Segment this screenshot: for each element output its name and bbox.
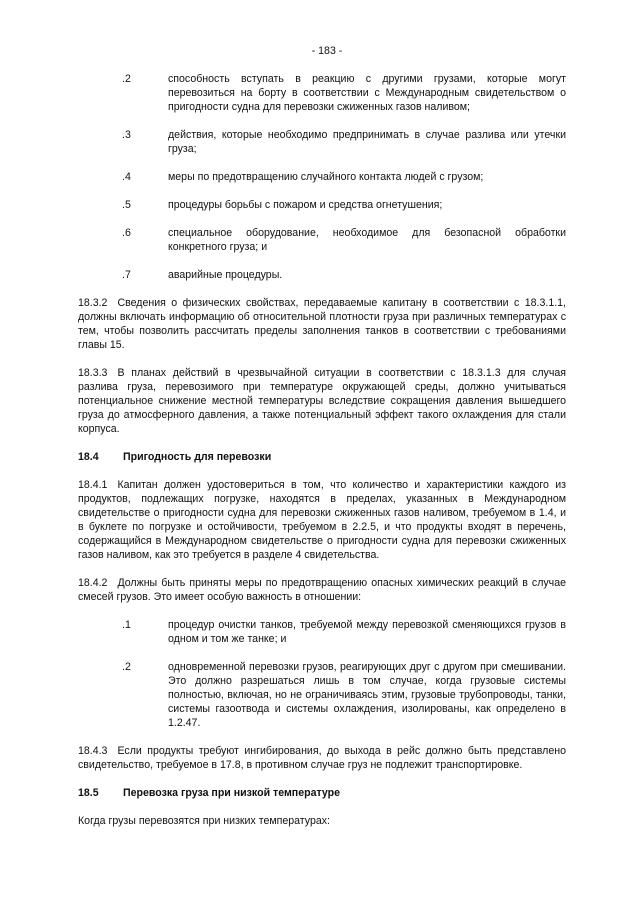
paragraph-18-3-2 [78,296,566,352]
list-item [78,660,566,730]
item-number: .6 [122,227,131,239]
list-item [78,72,566,114]
paragraph-text: В планах действий в чрезвычайной ситуации в соответствии с 18.3.1.3 для случая разлива груза, перевозимого при температуре окружающей среды, должно учитываться потенциальное снижение местной температуры вследствие сокращения давления вышедшего груза до атмосферного давления, а также потенциальный эффект такого охлаждения для стали корпуса. [78,367,566,435]
paragraph-number: 18.3.3 [78,367,108,379]
paragraph-18-4-2 [78,576,566,604]
paragraph-18-4-1 [78,478,566,562]
item-number: .2 [122,73,131,85]
paragraph-text: Капитан должен удостовериться в том, что количество и характеристики каждого из продуктов, подлежащих погрузке, находятся в пределах, указанных в Международном свидетельстве о пригодности судна для перевозки сжиженных газов наливом, требуемом в 1.4, и в буклете по погрузке и остойчивости, требуемом в 2.2.5, и что продукты входят в перечень, содержащийся в Международном свидетельстве о пригодности судна для перевозки сжиженных газов наливом, как это требуется в разделе 4 свидетельства. [78,479,566,561]
paragraph-18-4-3 [78,744,566,772]
section-heading-18-4 [78,450,566,464]
paragraph-number: 18.4.2 [78,577,108,589]
item-text: процедур очистки танков, требуемой между перевозкой сменяющихся грузов в одном и том же танке; и [168,619,566,645]
item-text: одновременной перевозки грузов, реагирующих друг с другом при смешивании. Это должно разрешаться лишь в том случае, когда грузовые системы полностью, включая, но не ограничиваясь этим, грузовые трубопроводы, танки, системы газоотвода и системы охлаждения, изолированы, как определено в 1.2.47. [168,661,566,729]
item-text: способность вступать в реакцию с другими грузами, которые могут перевозиться на борту в соответствии с Международным свидетельством о пригодности судна для перевозки сжиженных газов наливом; [168,73,566,113]
item-number: .5 [122,199,131,211]
item-number: .3 [122,129,131,141]
paragraph-text: Должны быть приняты меры по предотвращению опасных химических реакций в случае смесей грузов. Это имеет особую важность в отношении: [78,577,566,603]
list-item [78,618,566,646]
section-number: 18.4 [78,451,99,463]
paragraph-18-3-3 [78,366,566,436]
section-title: Перевозка груза при низкой температуре [123,787,341,799]
paragraph-text: Сведения о физических свойствах, передаваемые капитану в соответствии с 18.3.1.1, должны включать информацию об относительной плотности груза при различных температурах с тем, чтобы позволить рассчитать пределы заполнения танков в соответствии с требованиями главы 15. [78,297,566,351]
list-item [78,170,566,184]
section-heading-18-5 [78,786,566,800]
item-text: аварийные процедуры. [168,269,283,281]
paragraph-text: Если продукты требуют ингибирования, до выхода в рейс должно быть представлено свидетельство, требуемое в 17.8, в противном случае груз не подлежит транспортировке. [78,745,566,771]
paragraph-number: 18.4.1 [78,479,108,491]
list-2 [78,618,566,730]
item-number: .1 [122,619,131,631]
section-title: Пригодность для перевозки [123,451,272,463]
page-number: - 183 - [311,45,343,57]
list-item [78,128,566,156]
item-text: процедуры борьбы с пожаром и средства огнетушения; [168,199,443,211]
paragraph-final: Когда грузы перевозятся при низких температурах: [78,815,330,827]
section-number: 18.5 [78,787,99,799]
item-text: специальное оборудование, необходимое для безопасной обработки конкретного груза; и [168,227,566,253]
item-number: .4 [122,171,131,183]
list-item [78,268,566,282]
item-text: действия, которые необходимо предпринимать в случае разлива или утечки груза; [168,129,566,155]
list-item [78,226,566,254]
item-number: .2 [122,661,131,673]
list-1 [78,72,566,282]
list-item [78,198,566,212]
paragraph-number: 18.4.3 [78,745,108,757]
document-page [78,44,566,842]
item-text: меры по предотвращению случайного контакта людей с грузом; [168,171,484,183]
item-number: .7 [122,269,131,281]
paragraph-number: 18.3.2 [78,297,108,309]
